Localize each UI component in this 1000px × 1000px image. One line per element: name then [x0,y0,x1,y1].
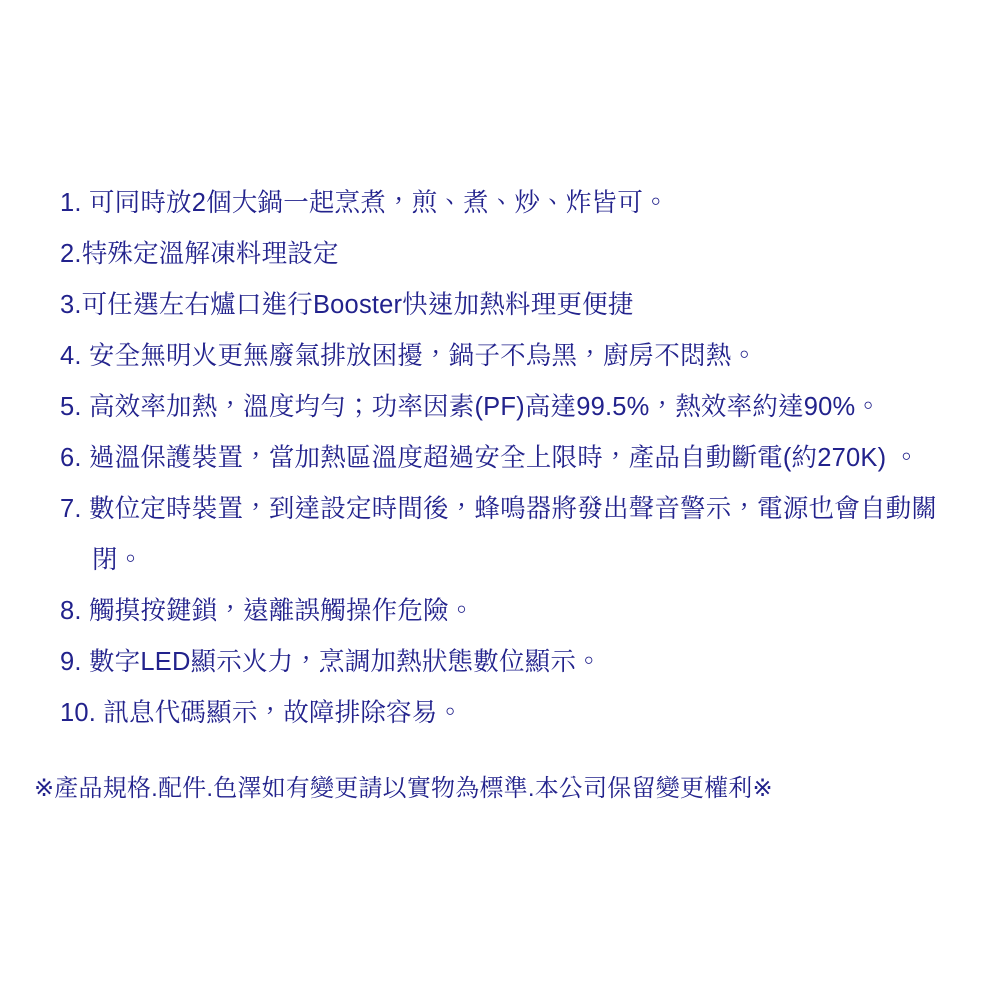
list-item: 3.可任選左右爐口進行Booster快速加熱料理更便捷 [60,291,634,319]
feature-list [28,178,980,739]
list-item: 8. 觸摸按鍵鎖，遠離誤觸操作危險。 [60,597,475,625]
list-item: 10. 訊息代碼顯示，故障排除容易。 [60,699,464,727]
list-item: 6. 過溫保護裝置，當加熱區溫度超過安全上限時，產品自動斷電(約270K) 。 [60,444,920,472]
list-item: 4. 安全無明火更無廢氣排放困擾，鍋子不烏黑，廚房不悶熱。 [60,342,758,370]
footnote-disclaimer: ※產品規格.配件.色澤如有變更請以實物為標準.本公司保留變更權利※ [34,775,773,802]
list-item: 7. 數位定時裝置，到達設定時間後，蜂鳴器將發出聲音警示，電源也會自動關閉。 [60,495,938,574]
list-item: 2.特殊定溫解凍料理設定 [60,240,339,268]
list-item: 9. 數字LED顯示火力，烹調加熱狀態數位顯示。 [60,648,602,676]
list-item: 1. 可同時放2個大鍋一起烹煮，煎、煮、炒、炸皆可。 [60,189,669,217]
list-item: 5. 高效率加熱，溫度均勻；功率因素(PF)高達99.5%，熱效率約達90%。 [60,393,882,421]
